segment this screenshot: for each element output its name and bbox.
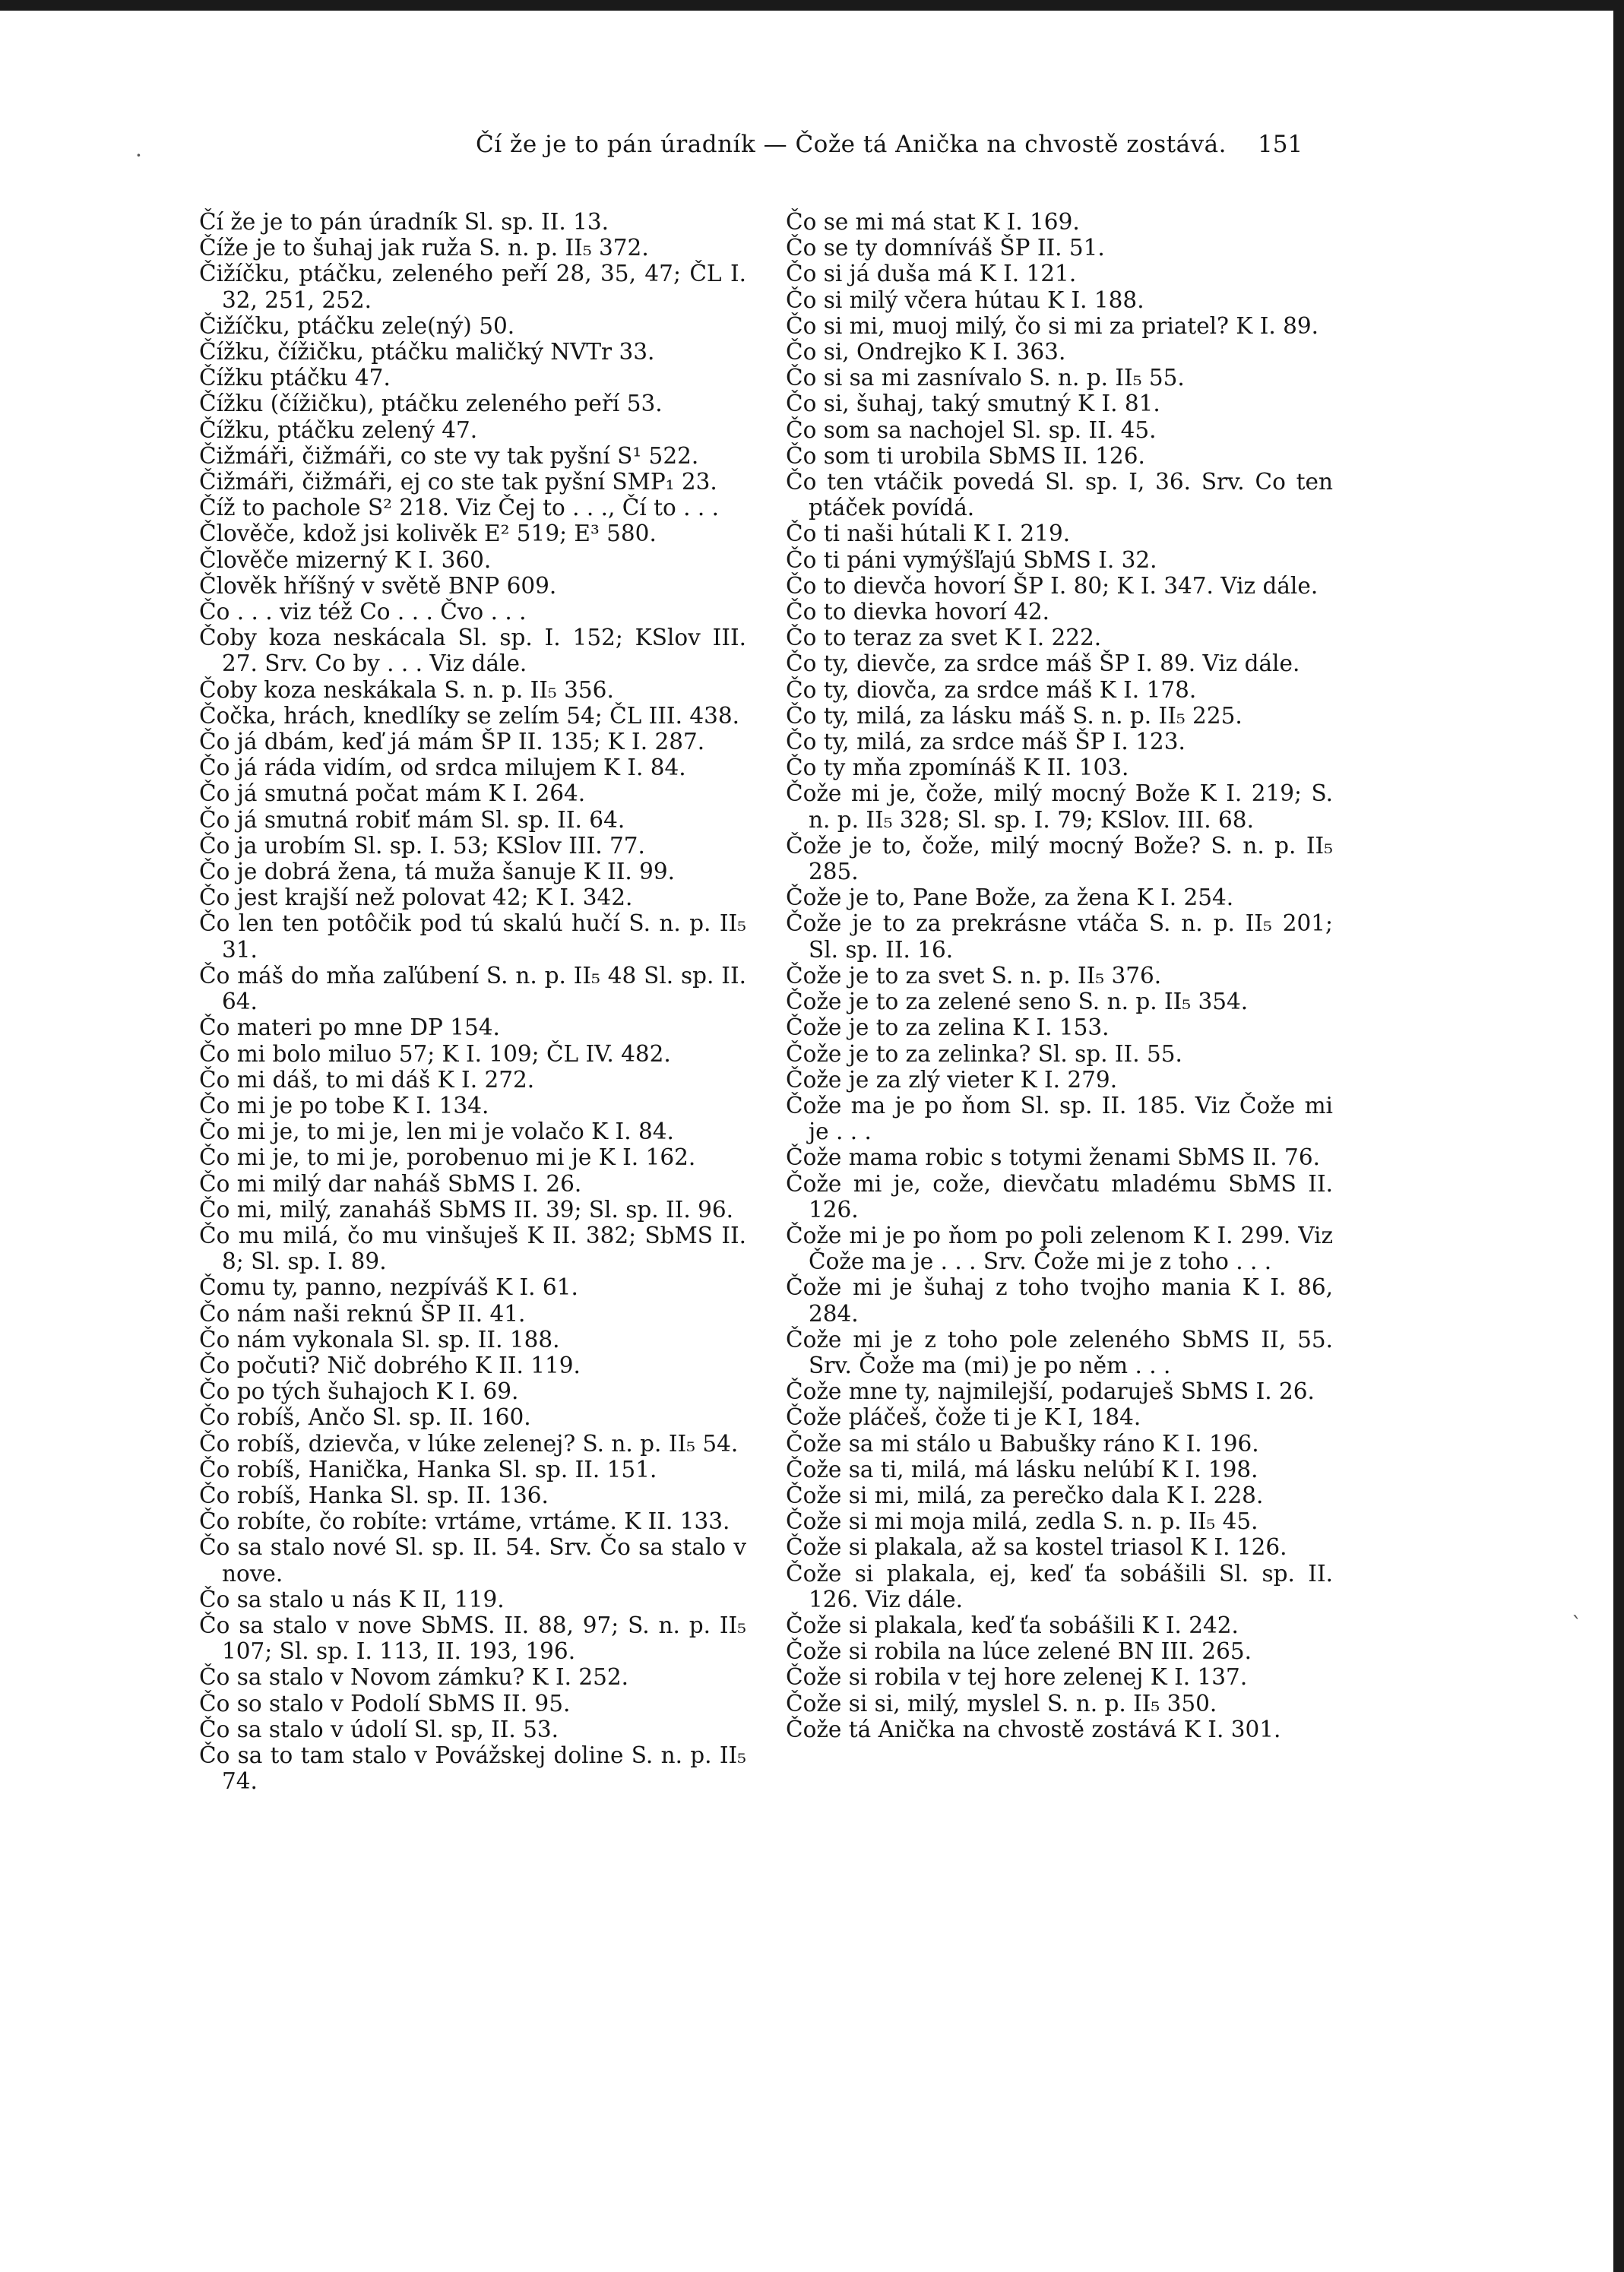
index-entry: Čo mi milý dar naháš SbMS I. 26. [199, 1170, 582, 1197]
index-entry: Čo ty, dievče, za srdce máš ŠP I. 89. Viz dále. [786, 650, 1300, 677]
index-entry: Čo já ráda vidím, od srdca milujem K I. 84. [199, 755, 686, 781]
index-entry: Čože si robila na lúce zelené BN III. 265. [786, 1638, 1252, 1665]
index-entry: Čože je to za zelené seno S. n. p. II₅ 354. [786, 989, 1249, 1015]
index-entry: Číže je to šuhaj jak ruža S. n. p. II₅ 372. [199, 235, 649, 261]
index-entry: Čížku, ptáčku zelený 47. [199, 416, 478, 443]
index-entry: Čo se mi má stat K I. 169. [786, 209, 1080, 235]
index-entry: Čižíčku, ptáčku, zeleného peří 28, 35, 47; ČL I. 32, 251, 252. [199, 261, 746, 313]
index-entry: Čo mi je, to mi je, porobenuo mi je K I. 162. [199, 1144, 696, 1171]
index-entry: Čo já dbám, keď já mám ŠP II. 135; K I. 287. [199, 729, 705, 755]
index-entry: Čo mi je, to mi je, len mi je volačo K I. 84. [199, 1119, 674, 1145]
scan-border-right [1613, 0, 1624, 2272]
index-entry: Čoby koza neskácala Sl. sp. I. 152; KSlov III. 27. Srv. Co by . . . Viz dále. [199, 625, 746, 677]
index-entry: Čo robíš, Ančo Sl. sp. II. 160. [199, 1404, 531, 1431]
index-entry: Čože si plakala, keď ťa sobášili K I. 242. [786, 1612, 1239, 1638]
index-entry: Čo so stalo v Podolí SbMS II. 95. [199, 1690, 571, 1717]
index-entry: Čo materi po mne DP 154. [199, 1014, 500, 1041]
scan-speck: ` [1572, 1612, 1582, 1638]
index-entry: Čo ja urobím Sl. sp. I. 53; KSlov III. 77. [199, 832, 645, 859]
index-entry: Čože mne ty, najmilejší, podaruješ SbMS I. 26. [786, 1378, 1315, 1405]
index-entry: Čo je dobrá žena, tá muža šanuje K II. 99. [199, 859, 676, 885]
index-entry: Čížku ptáčku 47. [199, 365, 391, 391]
index-entry: Čo sa to tam stalo v Povážskej doline S. n. p. II₅ 74. [199, 1742, 746, 1795]
page-number: 151 [1258, 131, 1303, 158]
index-entry: Čože si robila v tej hore zelenej K I. 137. [786, 1664, 1248, 1691]
index-entry: Čo ty mňa zpomínáš K II. 103. [786, 755, 1129, 781]
index-entry: Čo sa stalo nové Sl. sp. II. 54. Srv. Čo sa stalo v nove. [199, 1534, 746, 1587]
index-entry: Číž to pachole S² 218. Viz Čej to . . ., Čí to . . . [199, 495, 720, 521]
index-entry: Čo len ten potôčik pod tú skalú hučí S. n. p. II₅ 31. [199, 910, 746, 963]
index-entry: Čo mu milá, čo mu vinšuješ K II. 382; SbMS II. 8; Sl. sp. I. 89. [199, 1222, 746, 1275]
index-entry: Čože si plakala, ej, keď ťa sobášili Sl. sp. II. 126. Viz dále. [786, 1560, 1333, 1612]
index-entry: Čože je za zlý vieter K I. 279. [786, 1066, 1118, 1093]
index-entry: Čo mi bolo miluo 57; K I. 109; ČL IV. 482. [199, 1040, 671, 1067]
index-entry: Čo sa stalo v nove SbMS. II. 88, 97; S. n. p. II₅ 107; Sl. sp. I. 113, II. 193, 196. [199, 1612, 746, 1665]
index-entry: Čo som sa nachojel Sl. sp. II. 45. [786, 416, 1157, 443]
index-entry: Čo si sa mi zasnívalo S. n. p. II₅ 55. [786, 365, 1185, 391]
index-entry: Čože mi je, cože, dievčatu mladému SbMS II. 126. [786, 1170, 1333, 1223]
index-entry: Čo se ty domníváš ŠP II. 51. [786, 235, 1105, 261]
index-entry: Čože sa ti, milá, má lásku nelúbí K I. 198. [786, 1456, 1258, 1482]
index-entry: Čože sa mi stálo u Babušky ráno K I. 196. [786, 1430, 1259, 1457]
index-entry: Čo robíš, Hanička, Hanka Sl. sp. II. 151. [199, 1456, 657, 1482]
index-entry: Čo ten vtáčik povedá Sl. sp. I, 36. Srv. Co ten ptáček povídá. [786, 469, 1333, 521]
index-entry: Čože je to za zelina K I. 153. [786, 1014, 1110, 1041]
index-entry: Čo počuti? Nič dobrého K II. 119. [199, 1352, 581, 1378]
index-entry: Čo . . . viz též Co . . . Čvo . . . [199, 599, 527, 625]
index-entry: Čo ty, milá, za lásku máš S. n. p. II₅ 225. [786, 702, 1243, 729]
index-entry: Čo si milý včera hútau K I. 188. [786, 286, 1144, 313]
scan-speck: · [135, 143, 142, 168]
index-entry: Čo mi dáš, to mi dáš K I. 272. [199, 1066, 535, 1093]
index-entry: Člověče mizerný K I. 360. [199, 546, 492, 573]
index-entry: Čo to dievča hovorí ŠP I. 80; K I. 347. Viz dále. [786, 572, 1319, 599]
index-entry: Čože si si, milý, myslel S. n. p. II₅ 350. [786, 1690, 1217, 1717]
index-entry: Čo sa stalo v Novom zámku? K I. 252. [199, 1664, 629, 1691]
index-entry: Čo sa stalo v údolí Sl. sp, II. 53. [199, 1716, 559, 1742]
index-entry: Čo si mi, muoj milý, čo si mi za priatel? K I. 89. [786, 312, 1319, 339]
index-entry: Čože si plakala, až sa kostel triasol K I. 126. [786, 1534, 1287, 1561]
index-entry: Čo ti páni vymýšľajú SbMS I. 32. [786, 546, 1157, 573]
index-entry: Čížku, čížičku, ptáčku maličký NVTr 33. [199, 339, 655, 365]
index-entry: Čože mi je po ňom po poli zelenom K I. 299. Viz Čože ma je . . . Srv. Čože mi je z toho . . . [786, 1222, 1333, 1275]
index-entry: Čižmáři, čižmáři, co ste vy tak pyšní S¹ 522. [199, 442, 699, 469]
index-entry: Čo já smutná počat mám K I. 264. [199, 780, 586, 807]
index-entry: Čo ti naši hútali K I. 219. [786, 521, 1071, 547]
index-entry: Čože je to, Pane Bože, za žena K I. 254. [786, 884, 1234, 911]
left-column [199, 209, 746, 1794]
index-entry: Čížku (čížičku), ptáčku zeleného peří 53. [199, 391, 663, 417]
index-entry: Čo to dievka hovorí 42. [786, 599, 1049, 625]
index-entry: Čočka, hrách, knedlíky se zelím 54; ČL III. 438. [199, 702, 740, 729]
scan-border-top [0, 0, 1624, 11]
index-entry: Čože mama robic s totymi ženami SbMS II. 76. [786, 1144, 1320, 1171]
index-entry: Čo ty, diovča, za srdce máš K I. 178. [786, 676, 1197, 703]
running-header: Čí že je to pán úradník — Čože tá Anička na chvostě zostává. [476, 131, 1227, 158]
index-entry: Čože je to, čože, milý mocný Bože? S. n. p. II₅ 285. [786, 832, 1333, 885]
index-entry: Čí že je to pán úradník Sl. sp. II. 13. [199, 209, 609, 235]
index-entry: Čo nám naši reknú ŠP II. 41. [199, 1300, 526, 1327]
index-entry: Čo robíte, čo robíte: vrtáme, vrtáme. K II. 133. [199, 1508, 730, 1535]
index-entry: Člověče, kdož jsi kolivěk E² 519; E³ 580. [199, 521, 657, 547]
index-entry: Čo jest krajší než polovat 42; K I. 342. [199, 884, 633, 911]
index-entry: Čože pláčeš, čože ti je K I, 184. [786, 1404, 1141, 1431]
index-entry: Čoby koza neskákala S. n. p. II₅ 356. [199, 676, 614, 703]
index-entry: Čo máš do mňa zaľúbení S. n. p. II₅ 48 Sl. sp. II. 64. [199, 962, 746, 1015]
index-entry: Čože je to za prekrásne vtáča S. n. p. II₅ 201; Sl. sp. II. 16. [786, 910, 1333, 963]
right-column [786, 209, 1333, 1742]
index-entry: Čo si já duša má K I. 121. [786, 261, 1077, 287]
index-entry: Čo po tých šuhajoch K I. 69. [199, 1378, 519, 1405]
index-entry: Čo som ti urobila SbMS II. 126. [786, 442, 1145, 469]
index-entry: Čože si mi moja milá, zedla S. n. p. II₅ 45. [786, 1508, 1258, 1535]
index-entry: Čo nám vykonala Sl. sp. II. 188. [199, 1326, 560, 1353]
index-entry: Čože je to za svet S. n. p. II₅ 376. [786, 962, 1162, 989]
index-entry: Člověk hříšný v světě BNP 609. [199, 572, 557, 599]
index-entry: Čože je to za zelinka? Sl. sp. II. 55. [786, 1040, 1182, 1067]
index-entry: Čože ma je po ňom Sl. sp. II. 185. Viz Čože mi je . . . [786, 1092, 1333, 1145]
index-entry: Čo robíš, Hanka Sl. sp. II. 136. [199, 1482, 549, 1508]
index-entry: Čo si, šuhaj, taký smutný K I. 81. [786, 391, 1160, 417]
index-entry: Čižmáři, čižmáři, ej co ste tak pyšní SMP₁ 23. [199, 469, 717, 495]
index-entry: Čo já smutná robiť mám Sl. sp. II. 64. [199, 806, 625, 833]
index-entry: Čo ty, milá, za srdce máš ŠP I. 123. [786, 729, 1186, 755]
index-entry: Čože si mi, milá, za perečko dala K I. 228. [786, 1482, 1264, 1508]
index-entry: Čože mi je, čože, milý mocný Bože K I. 219; S. n. p. II₅ 328; Sl. sp. I. 79; KSlov. III. 68. [786, 780, 1333, 833]
index-entry: Čo si, Ondrejko K I. 363. [786, 339, 1066, 365]
index-entry: Čože mi je z toho pole zeleného SbMS II, 55. Srv. Čože ma (mi) je po něm . . . [786, 1326, 1333, 1378]
index-entry: Čomu ty, panno, nezpíváš K I. 61. [199, 1274, 578, 1301]
index-entry: Čo sa stalo u nás K II, 119. [199, 1586, 505, 1612]
index-entry: Čo robíš, dzievča, v lúke zelenej? S. n. p. II₅ 54. [199, 1430, 739, 1457]
index-entry: Čo mi je po tobe K I. 134. [199, 1092, 489, 1119]
index-entry: Čižíčku, ptáčku zele(ný) 50. [199, 312, 515, 339]
index-entry: Čo to teraz za svet K I. 222. [786, 625, 1102, 651]
index-entry: Čo mi, milý, zanaháš SbMS II. 39; Sl. sp. II. 96. [199, 1196, 733, 1223]
index-entry: Čože mi je šuhaj z toho tvojho mania K I. 86, 284. [786, 1274, 1333, 1327]
index-entry: Čože tá Anička na chvostě zostává K I. 301. [786, 1716, 1281, 1742]
